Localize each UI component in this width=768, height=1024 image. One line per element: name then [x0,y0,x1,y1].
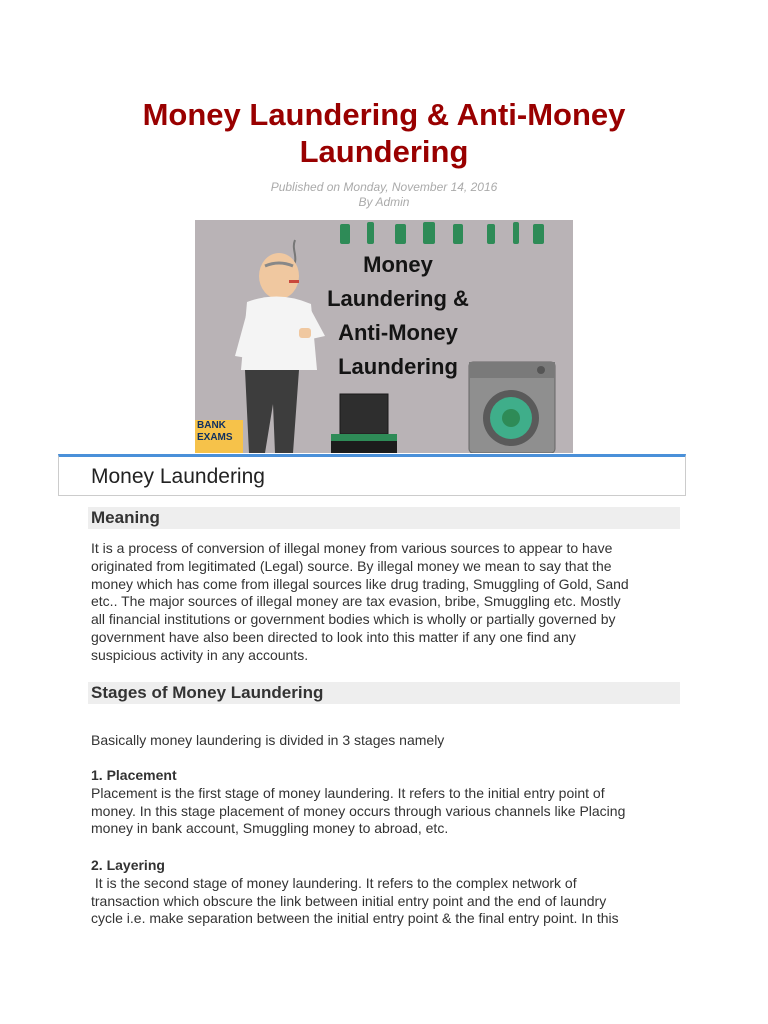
text-line: Placement is the first stage of money laundering. It refers to the initial entry point of [91,784,605,801]
text-line: suspicious activity in any accounts. [91,646,309,663]
stages-intro [91,732,681,750]
hero-title-line: Money [363,252,433,277]
meaning-heading: Meaning [88,507,680,529]
hero-title-line: Laundering [338,354,458,379]
text-line: Basically money laundering is divided in 3 stages namely [91,732,445,748]
section-title: Money Laundering [91,465,265,488]
article-meta [184,180,584,210]
hero-title [300,248,496,384]
logo-line: BANK [197,420,226,431]
text-line: cycle i.e. make separation between the initial entry point & the final entry point. In this [91,910,619,927]
stage-placement [91,767,681,838]
laptop-icon [331,394,397,453]
text-line: It is a process of conversion of illegal money from various sources to appear to have [91,540,613,556]
text-line: government have also been directed to look into this matter if any one find any [91,628,576,645]
meaning-paragraph [91,540,681,665]
text-line: all financial institutions or government bodies which is wholly or partially governed by [91,611,616,628]
hero-title-line: Anti-Money [338,320,458,345]
section-header [58,454,686,496]
published-date: Published on Monday, November 14, 2016 [270,180,498,194]
text-line: etc.. The major sources of illegal money are tax evasion, bribe, Smuggling etc. Mostly [91,593,621,610]
hero-title-line: Laundering & [327,286,469,311]
stage-title: 1. Placement [91,767,177,783]
logo-line: EXAMS [197,432,233,443]
article-title [100,96,668,170]
stages-heading: Stages of Money Laundering [88,682,680,704]
article-title-line: Laundering [299,134,469,169]
article-title-line: Money Laundering & Anti-Money [142,97,626,132]
bank-exams-logo [195,420,243,453]
text-line: It is the second stage of money laundering. It refers to the complex network of [91,874,577,891]
text-line: money in bank account, Smuggling money to abroad, etc. [91,820,449,837]
text-line: transaction which obscure the link between initial entry point and the end of laundry [91,892,607,909]
hero-image [195,220,573,453]
text-line: originated from legitimated (Legal) source. By illegal money we mean to say that the [91,557,612,574]
banknotes-icon [340,222,544,244]
text-line: money. In this stage placement of money occurs through various channels like Placing [91,802,626,819]
stage-title: 2. Layering [91,857,165,873]
stage-layering [91,857,681,928]
author-byline: By Admin [358,195,410,209]
text-line: money which has come from illegal sources like drug trading, Smuggling of Gold, Sand [91,575,629,592]
